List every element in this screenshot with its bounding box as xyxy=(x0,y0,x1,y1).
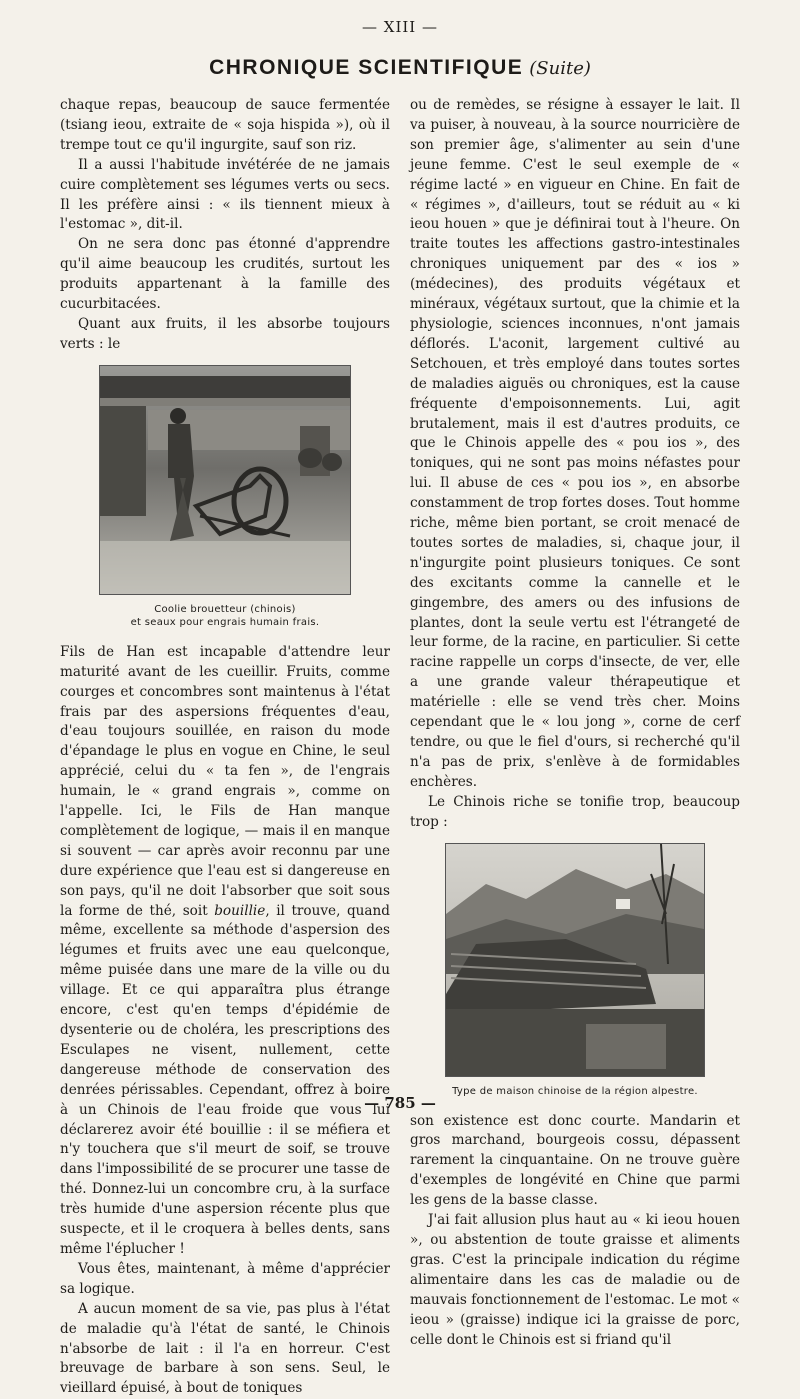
paragraph: Le Chinois riche se tonifie trop, beaucoup trop : xyxy=(410,793,740,830)
figure-coolie xyxy=(60,365,390,629)
figure-house xyxy=(410,843,740,1098)
paragraph: Il a aussi l'habitude invétérée de ne jamais cuire complètement ses légumes verts ou secs. Il les préfère ainsi : « ils tiennent mieux à l'estomac », dit-il. xyxy=(60,156,390,233)
page-header xyxy=(0,56,800,80)
paragraph: Quant aux fruits, il les absorbe toujours verts : le xyxy=(60,315,390,352)
paragraph xyxy=(60,643,390,1260)
chronicle-suite: (Suite) xyxy=(529,58,591,79)
chronicle-title: CHRONIQUE SCIENTIFIQUE xyxy=(209,56,524,79)
text-run: Fils de Han est incapable d'attendre leur maturité avant de les cueillir. Fruits, comme courges et concombres sont maintenus à l'état frais par des aspersions fréquentes d'eau, d'eau toujours souillée, en raison du mode d'épandage le plus en vogue en Chine, le seul apprécié, celui du « ta fen », de l'engrais humain, le « grand engrais », comme on l'appelle. Ici, le Fils de Han manque complètement de logique, — mais il en manque si souvent — car après avoir reconnu par une dure expérience que l'eau est si dangereuse en son pays, qu'il ne doit l'absorber que soit sous la forme de thé, soit xyxy=(60,643,390,919)
emphasis: bouillie xyxy=(214,902,266,919)
left-column xyxy=(60,96,390,1399)
paragraph: A aucun moment de sa vie, pas plus à l'état de maladie qu'à l'état de santé, le Chinois n'absorbe de lait : il l'a en horreur. C'est breuvage de barbare à son sens. Seul, le vieillard épuisé, à bout de toniques xyxy=(60,1300,390,1397)
paragraph: J'ai fait allusion plus haut au « ki ieou houen », ou abstention de toute graisse et aliments gras. C'est la principale indication du régime alimentaire dans les cas de maladie ou de mauvais fonctionnement de l'estomac. Le mot « ieou » (graisse) indique ici la graisse de porc, celle dont le Chinois est si friand qu'il xyxy=(410,1212,740,1348)
paragraph: ou de remèdes, se résigne à essayer le lait. Il va puiser, à nouveau, à la source nourricière de son premier âge, s'alimenter au sein d'une jeune femme. C'est le seul exemple de « régime lacté » en vigueur en Chine. En fait de « régimes », d'ailleurs, tout se réduit au « ki ieou houen » que je définirai tout à l'heure. On traite toutes les affections gastro-intestinales chroniques uniquement par des « ios » (médecines), des produits végétaux et minéraux, végétaux surtout, que la chimie et la physiologie, sciences inconnues, n'ont jamais déflorés. L'aconit, largement cultivé au Setchouen, et très employé dans toutes sortes de maladies aiguës ou chroniques, est la cause fréquente d'empoisonnements. Lui, agit brutalement, mais il est d'autres produits, ce que le Chinois appelle des « pou ios », des toniques, qui ne sont pas moins néfastes pour lui. Il abuse de ces « pou ios », en absorbe constamment de trop fortes doses. Tout homme riche, même bien portant, se croit menacé de toutes sortes de maladies, si, chaque jour, il n'ingurgite point plusieurs toniques. Ce sont des excitants comme la cannelle et le gingembre, des amers ou des infusions de plantes, dont la seule vertu est l'étrangeté de leur forme, de la racine, en particulier. Si cette racine rappelle un corps d'insecte, de ver, elle a une grande valeur thérapeutique et matérielle : elle se vend très cher. Moins cependant que le « lou jong », corne de cerf tendre, ou que le fiel d'ours, si recherché qu'il n'a pas de prix, s'enlève à de formidables enchères. xyxy=(410,97,740,790)
caption-line: et seaux pour engrais humain frais. xyxy=(130,616,320,628)
photo-coolie-wheelbarrow xyxy=(99,365,351,595)
figure-caption: Type de maison chinoise de la région alpestre. xyxy=(452,1085,698,1097)
figure-caption xyxy=(60,603,390,629)
caption-line: Coolie brouetteur (chinois) xyxy=(154,603,296,615)
text-run: , il trouve, quand même, excellente sa méthode d'aspersion des légumes et fruits avec une eau quelconque, même puisée dans une mare de la ville ou du village. Et ce qui apparaîtra plus étrange encore, c'est qu'en temps d'épidémie de dysenterie ou de choléra, les prescriptions des Esculapes ne visent, nullement, cette dangereuse méthode de conservation des denrées périssables. Cependant, offrez à boire à un Chinois de l'eau froide que vous lui déclarerez avoir été bouillie : il se méfiera et n'y touchera que s'il meurt de soif, se trouve dans l'impossibilité de se procurer une tasse de thé. Donnez-lui un concombre cru, à la surface très humide d'une aspersion récente plus que suspecte, et il le croquera à belles dents, sans même l'éplucher ! xyxy=(60,902,390,1257)
paragraph: son existence est donc courte. Mandarin et gros marchand, bourgeois cossu, dépassent rarement la cinquantaine. On ne trouve guère d'exemples de longévité en Chine que parmi les gens de la basse classe. xyxy=(410,1112,740,1209)
page-number: — 785 — xyxy=(364,1094,436,1112)
folio-number: — XIII — xyxy=(362,18,438,36)
paragraph: Vous êtes, maintenant, à même d'apprécier sa logique. xyxy=(60,1260,390,1297)
photo-alpine-house xyxy=(445,843,705,1077)
right-column xyxy=(410,96,740,1350)
paragraph: chaque repas, beaucoup de sauce fermentée (tsiang ieou, extraite de « soja hispida »), où il trempe tout ce qu'il ingurgite, sauf son riz. xyxy=(60,97,390,153)
paragraph: On ne sera donc pas étonné d'apprendre qu'il aime beaucoup les crudités, surtout les produits appartenant à la famille des cucurbitacées. xyxy=(60,236,390,313)
